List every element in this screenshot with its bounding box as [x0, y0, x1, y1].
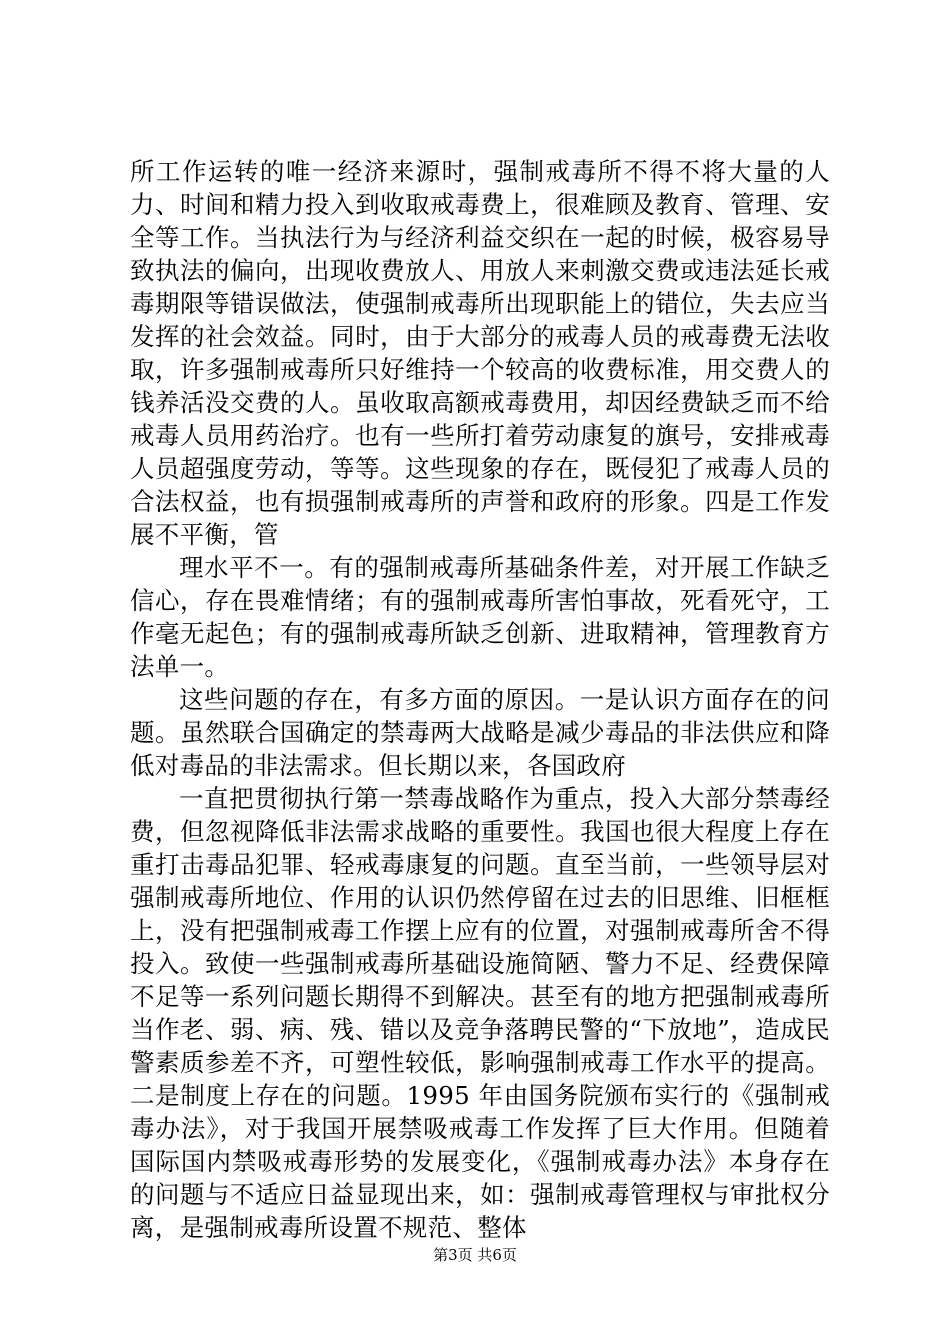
page-number-footer: 第3页 共6页	[433, 1246, 517, 1264]
document-body	[130, 155, 830, 1244]
paragraph-4: 一直把贯彻执行第一禁毒战略作为重点，投入大部分禁毒经费，但忽视降低非法需求战略的重要性。我国也很大程度上存在重打击毒品犯罪、轻戒毒康复的问题。直至当前，一些领导层对强制戒毒所地位、作用的认识仍然停留在过去的旧思维、旧框框上，没有把强制戒毒工作摆上应有的位置，对强制戒毒所舍不得投入。致使一些强制戒毒所基础设施简陋、警力不足、经费保障不足等一系列问题长期得不到解决。甚至有的地方把强制戒毒所当作老、弱、病、残、错以及竞争落聘民警的“下放地”，造成民警素质参差不齐，可塑性较低，影响强制戒毒工作水平的提高。二是制度上存在的问题。1995 年由国务院颁布实行的《强制戒毒办法》，对于我国开展禁吸戒毒工作发挥了巨大作用。但随着国际国内禁吸戒毒形势的发展变化，《强制戒毒办法》本身存在的问题与不适应日益显现出来，如：强制戒毒管理权与审批权分离，是强制戒毒所设置不规范、整体	[130, 784, 830, 1242]
paragraph-1: 所工作运转的唯一经济来源时，强制戒毒所不得不将大量的人力、时间和精力投入到收取戒毒费上，很难顾及教育、管理、安全等工作。当执法行为与经济利益交织在一起的时候，极容易导致执法的偏向，出现收费放人、用放人来刺激交费或违法延长戒毒期限等错误做法，使强制戒毒所出现职能上的错位，失去应当发挥的社会效益。同时，由于大部分的戒毒人员的戒毒费无法收取，许多强制戒毒所只好维持一个较高的收费标准，用交费人的钱养活没交费的人。虽收取高额戒毒费用，却因经费缺乏而不给戒毒人员用药治疗。也有一些所打着劳动康复的旗号，安排戒毒人员超强度劳动，等等。这些现象的存在，既侵犯了戒毒人员的合法权益，也有损强制戒毒所的声誉和政府的形象。四是工作发展不平衡，管	[130, 157, 830, 549]
paragraph-3: 这些问题的存在，有多方面的原因。一是认识方面存在的问题。虽然联合国确定的禁毒两大战略是减少毒品的非法供应和降低对毒品的非法需求。但长期以来，各国政府	[130, 685, 830, 780]
paragraph-2: 理水平不一。有的强制戒毒所基础条件差，对开展工作缺乏信心，存在畏难情绪；有的强制戒毒所害怕事故，死看死守，工作毫无起色；有的强制戒毒所缺乏创新、进取精神，管理教育方法单一。	[130, 553, 830, 681]
